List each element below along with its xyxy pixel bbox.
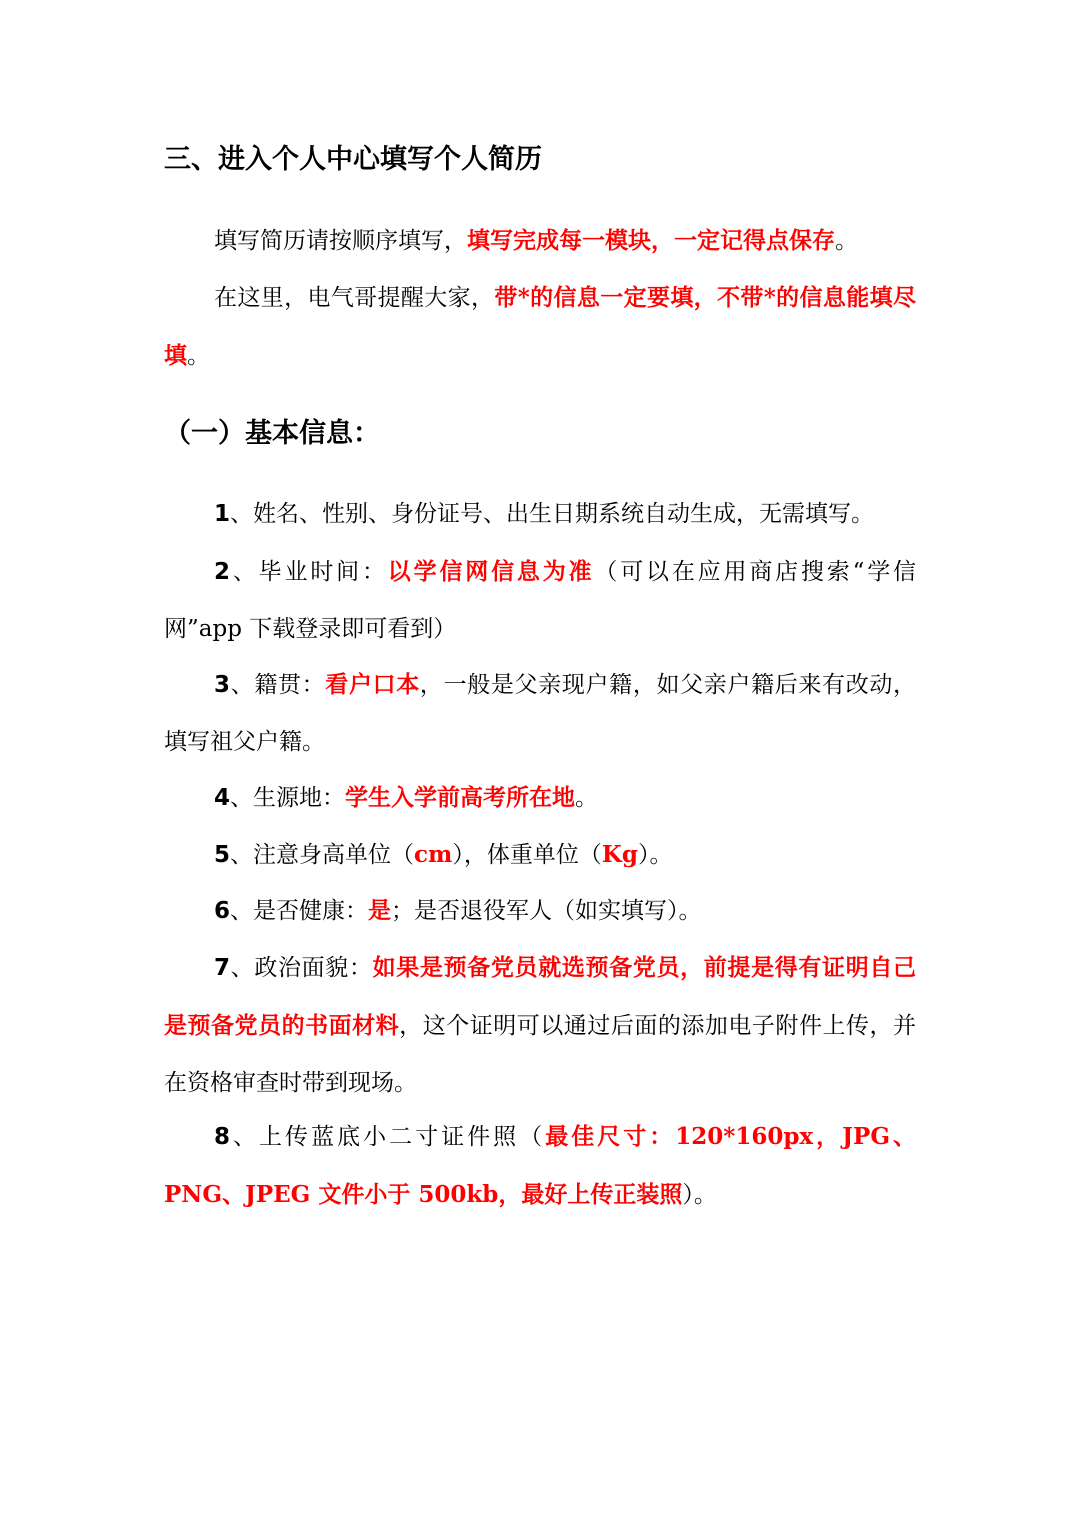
item-label: 注意身高单位（ (253, 842, 415, 868)
item-highlight: 最佳尺寸：120*160px，JPG、PNG、JPEG 文件小于 500kb，最好上传正装照 (164, 1123, 916, 1208)
intro-paragraph-2 (164, 269, 916, 385)
intro-p2-highlight: 带*的信息一定要填，不带*的信息能填尽填 (164, 284, 916, 369)
item-highlight: 是 (368, 897, 392, 924)
list-item (164, 543, 916, 658)
item-highlight: 以学信网信息为准 (387, 558, 595, 585)
list-item (164, 1108, 916, 1224)
item-highlight: 如果是预备党员就选预备党员，前提是得有证明自己是预备党员的书面材料 (164, 954, 917, 1039)
list-item (164, 882, 916, 940)
item-number: 6 (214, 898, 231, 924)
item-highlight: 学生入学前高考所在地 (345, 784, 576, 811)
section-heading: 三、进入个人中心填写个人简历 (164, 144, 542, 175)
item-number: 8 (214, 1124, 231, 1150)
intro-p1-suffix: 。 (835, 228, 858, 254)
intro-paragraph-1 (164, 212, 916, 270)
item-highlight: 看户口本 (325, 671, 420, 698)
item-rest: 。 (575, 785, 599, 811)
item-number: 7 (214, 955, 231, 981)
item-label: 籍贯： (254, 672, 326, 698)
item-label: 上传蓝底小二寸证件照（ (259, 1124, 546, 1150)
item-highlight-weight-unit: Kg (601, 841, 638, 868)
item-separator: 、 (230, 672, 255, 698)
list-item (164, 826, 916, 884)
item-separator: 、 (230, 955, 255, 981)
item-number: 1 (214, 501, 231, 527)
list-item (164, 769, 916, 827)
list-item (164, 486, 916, 543)
item-separator: 、 (230, 501, 254, 527)
item-rest: ）。 (682, 1182, 717, 1208)
item-separator: 、 (230, 898, 254, 924)
item-number: 2 (214, 559, 231, 585)
item-separator: 、 (230, 785, 254, 811)
item-rest: ，一般是父亲现户籍，如父亲户籍后来有改动，填写祖父户籍。 (164, 672, 917, 755)
intro-p1-prefix: 填写简历请按顺序填写， (214, 228, 467, 254)
item-rest: ；是否退役军人（如实填写）。 (391, 898, 702, 924)
item-separator: 、 (230, 1124, 260, 1150)
item-text: 姓名、性别、身份证号、出生日期系统自动生成，无需填写。 (253, 501, 875, 527)
item-rest: ，这个证明可以通过后面的添加电子附件上传，并在资格审查时带到现场。 (164, 1013, 917, 1096)
list-item (164, 939, 916, 1112)
item-separator: 、 (230, 842, 254, 868)
item-label: 政治面貌： (254, 955, 373, 981)
item-number: 3 (214, 672, 231, 698)
item-rest: （可以在应用商店搜索“学信网”app 下载登录即可看到） (164, 559, 917, 642)
intro-p2-prefix: 在这里，电气哥提醒大家， (214, 285, 495, 311)
item-number: 4 (214, 785, 231, 811)
item-label: 是否健康： (253, 898, 369, 924)
item-label: 毕业时间： (258, 559, 388, 585)
intro-p2-suffix: 。 (187, 343, 210, 369)
item-label: 生源地： (253, 785, 346, 811)
item-rest: ）。 (637, 842, 673, 868)
basic-info-title: （一）基本信息： (164, 418, 380, 449)
item-mid: ），体重单位（ (452, 842, 602, 868)
intro-p1-highlight: 填写完成每一模块，一定记得点保存 (467, 227, 835, 254)
item-separator: 、 (230, 559, 259, 585)
item-highlight-height-unit: cm (414, 841, 453, 868)
list-item (164, 656, 916, 771)
item-number: 5 (214, 842, 231, 868)
